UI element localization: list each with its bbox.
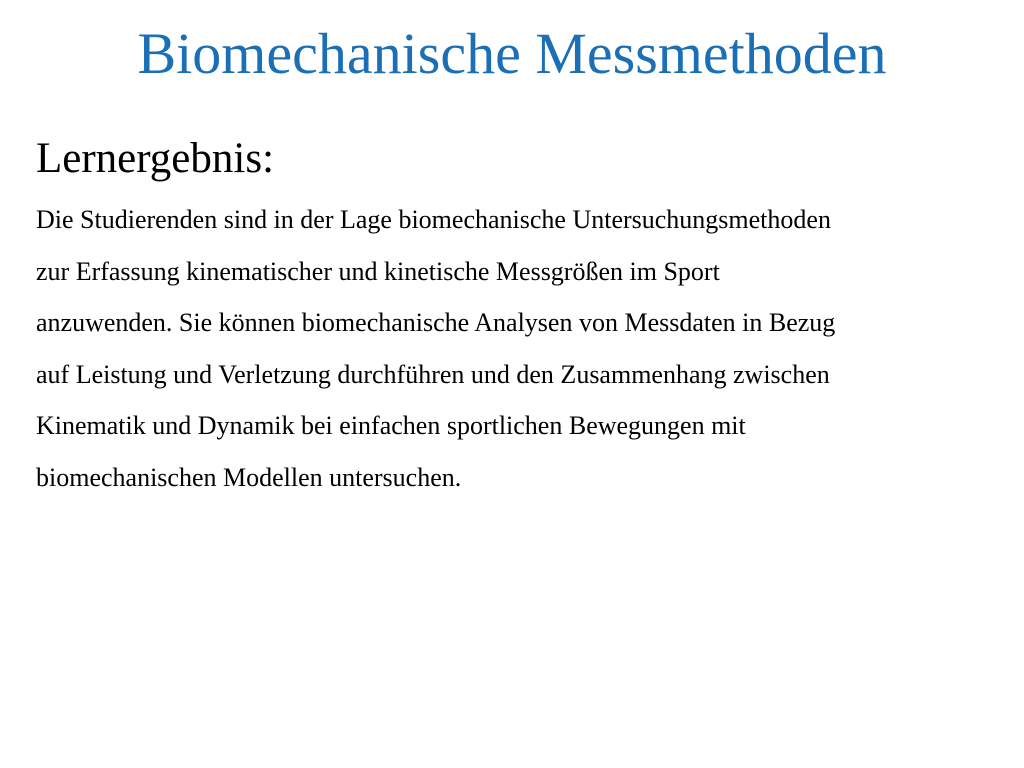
body-line: zur Erfassung kinematischer und kinetische Messgrößen im Sport [36, 256, 720, 286]
body-line: auf Leistung und Verletzung durchführen und den Zusammenhang zwischen [36, 359, 830, 389]
body-line: anzuwenden. Sie können biomechanische Analysen von Messdaten in Bezug [36, 308, 836, 337]
body-line: biomechanischen Modellen untersuchen. [36, 462, 462, 492]
section-heading: Lernergebnis: [36, 135, 275, 182]
slide-title: Biomechanische Messmethoden [137, 21, 887, 86]
body-line: Kinematik und Dynamik bei einfachen sportlichen Bewegungen mit [36, 411, 746, 440]
body-line: Die Studierenden sind in der Lage biomechanische Untersuchungsmethoden [36, 205, 831, 234]
body-paragraph [36, 194, 996, 503]
